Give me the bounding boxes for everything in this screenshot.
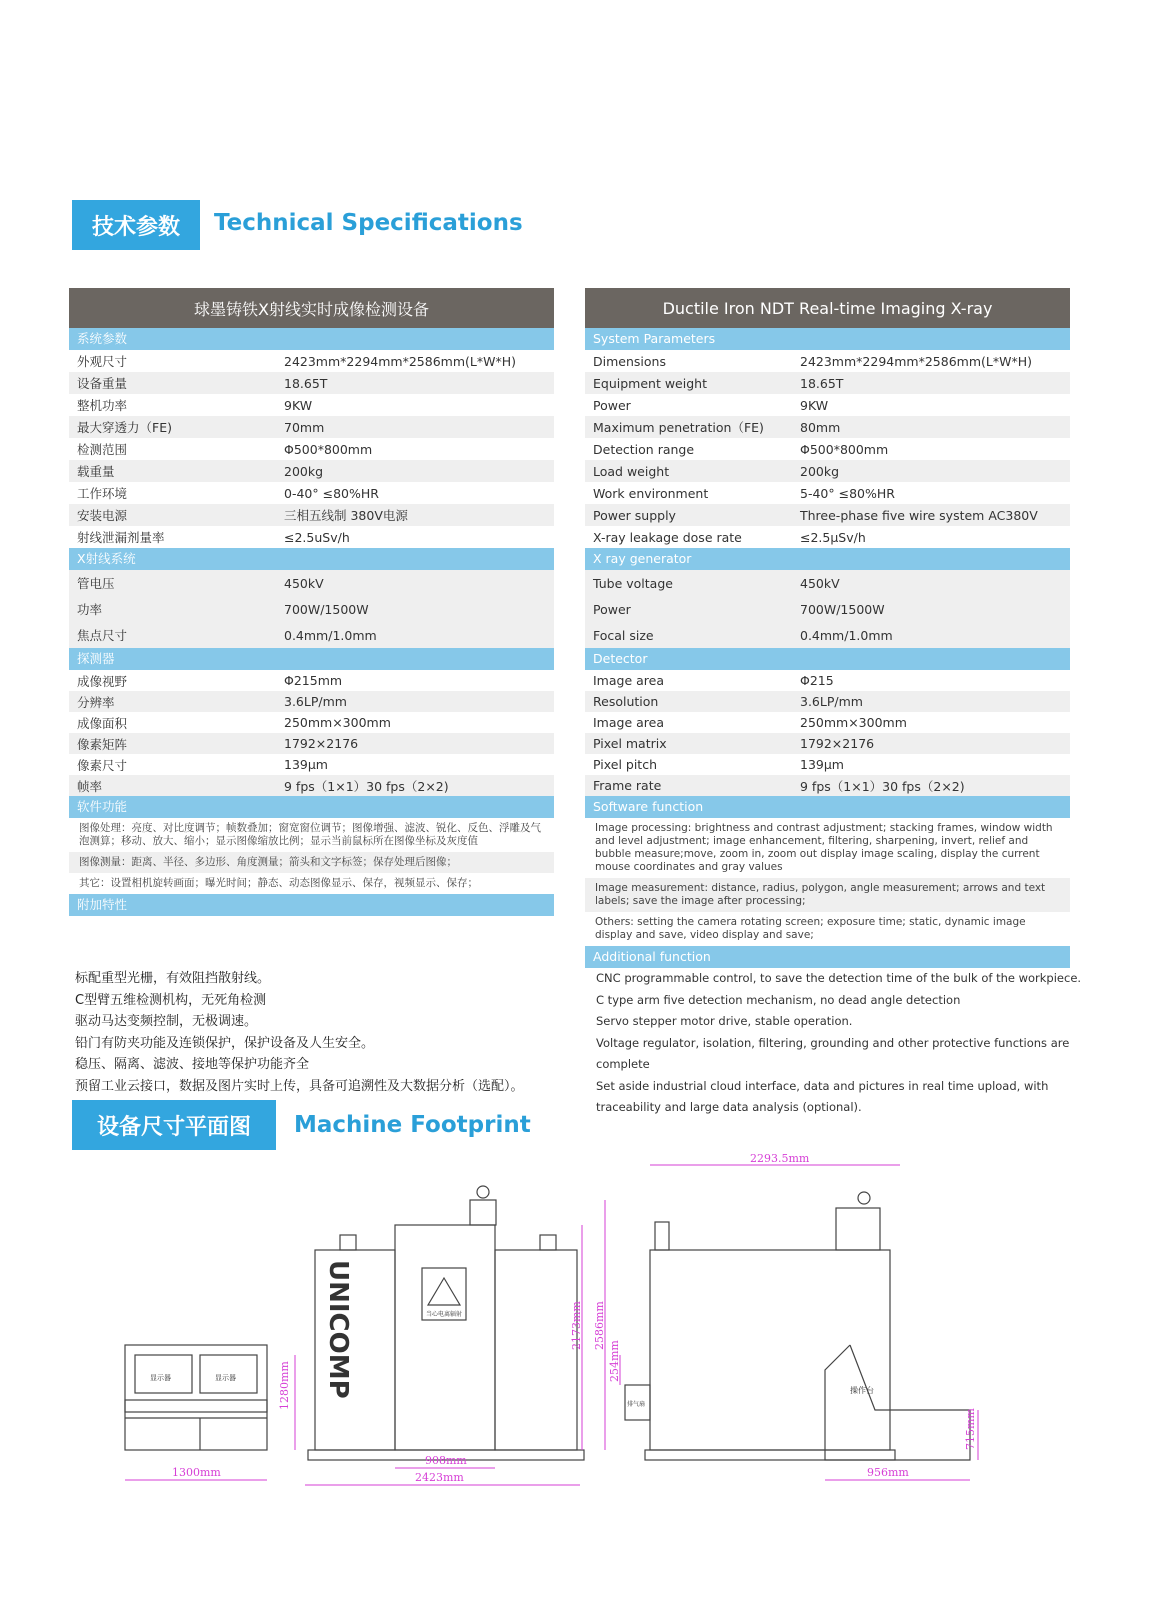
spec-row: [69, 733, 554, 754]
spec-row: [585, 622, 1070, 648]
spec-key: Equipment weight: [593, 375, 707, 391]
additional-item: 标配重型光栅，有效阻挡散射线。: [75, 971, 271, 986]
software-note: 图像处理：亮度、对比度调节；帧数叠加；窗宽窗位调节；图像增强、滤波、锐化、反色、浮雕及气泡测算；移动、放大、缩小；显示图像缩放比例；显示当前鼠标所在图像坐标及灰度值: [79, 822, 541, 847]
spec-key: Resolution: [593, 694, 659, 709]
additional-item: Servo stepper motor drive, stable operation.: [596, 1014, 853, 1028]
dim-715: 715mm: [964, 1408, 977, 1450]
spec-row: [69, 416, 554, 438]
dim-1300: 1300mm: [172, 1466, 221, 1479]
console-body: [125, 1345, 267, 1450]
spec-key: Image area: [593, 715, 664, 730]
cabinet-right: [495, 1250, 577, 1450]
spec-value: 200kg: [284, 463, 324, 479]
spec-row: [585, 754, 1070, 775]
spec-value: 0-40° ≤80%HR: [284, 485, 379, 501]
spec-key: 功率: [77, 602, 103, 617]
spec-row: [585, 691, 1070, 712]
spec-row: [69, 460, 554, 482]
dim-2293: 2293.5mm: [750, 1152, 810, 1165]
spec-value: 3.6LP/mm: [284, 694, 347, 709]
software-note: Others: setting the camera rotating screen; exposure time; static, dynamic image display and save, video display and save;: [595, 916, 1026, 941]
spec-value: 2423mm*2294mm*2586mm(L*W*H): [284, 353, 516, 369]
additional-list-en: [596, 968, 1086, 1119]
spec-row: [69, 350, 554, 372]
spec-key: 帧率: [77, 778, 103, 794]
footprint-header-cn: 设备尺寸平面图: [72, 1100, 276, 1150]
monitor-label-right: 显示器: [215, 1374, 236, 1382]
section-header-software: Software function: [585, 796, 1070, 818]
spec-table-en: [585, 288, 1070, 968]
spec-value: 2423mm*2294mm*2586mm(L*W*H): [800, 353, 1032, 369]
spec-key: Detection range: [593, 441, 695, 457]
dim-956: 956mm: [867, 1466, 909, 1479]
spec-row: [585, 596, 1070, 622]
dim-2586: 2586mm: [593, 1301, 606, 1350]
spec-key: Maximum penetration（FE): [593, 420, 764, 435]
spec-key: Frame rate: [593, 778, 662, 793]
spec-value: 3.6LP/mm: [800, 694, 863, 709]
spec-key: 设备重量: [77, 376, 128, 391]
spec-value: Φ500*800mm: [800, 441, 889, 457]
spec-key: 分辨率: [77, 694, 115, 710]
spec-row: [585, 504, 1070, 526]
spec-row: [585, 775, 1070, 796]
spec-key: 管电压: [77, 576, 115, 591]
spec-key: X-ray leakage dose rate: [593, 529, 742, 545]
spec-key: 整机功率: [77, 398, 128, 413]
dim-2173: 2173mm: [570, 1301, 583, 1350]
spec-value: 0.4mm/1.0mm: [800, 627, 893, 643]
spec-value: 18.65T: [284, 375, 328, 391]
spec-value: 三相五线制 380V电源: [284, 508, 408, 523]
spec-row: [69, 691, 554, 712]
spec-value: 700W/1500W: [800, 601, 885, 617]
operator-console-side: [825, 1345, 970, 1460]
spec-header-cn: 技术参数: [72, 200, 200, 250]
spec-row: [585, 372, 1070, 394]
additional-item: 铅门有防夹功能及连锁保护，保护设备及人生安全。: [75, 1035, 375, 1051]
spec-value: 1792×2176: [800, 736, 875, 751]
spec-value: 200kg: [800, 463, 840, 479]
spec-value: 9KW: [800, 397, 829, 413]
spec-title-en: Ductile Iron NDT Real-time Imaging X-ray: [585, 288, 1070, 328]
spec-key: Work environment: [593, 485, 709, 501]
spec-key: 像素尺寸: [77, 757, 128, 773]
section-header-additional: 附加特性: [69, 894, 554, 916]
spec-key: Image area: [593, 673, 664, 688]
spec-value: 5-40° ≤80%HR: [800, 485, 895, 501]
additional-item: CNC programmable control, to save the detection time of the bulk of the workpiece.: [596, 971, 1082, 985]
spec-key: 射线泄漏剂量率: [77, 530, 165, 545]
spec-title-cn: 球墨铸铁X射线实时成像检测设备: [69, 288, 554, 328]
spec-key: Power supply: [593, 507, 676, 523]
software-note: Image processing: brightness and contrast adjustment; stacking frames, window width and level adjustment; image enhancement, filtering, sharpening, invert, relief and bubble measure;move, zoom in, zoom out display image scaling, display the current mouse coordinates and gray values: [595, 822, 1053, 873]
additional-item: Voltage regulator, isolation, filtering, grounding and other protective functions are complete: [596, 1035, 1070, 1071]
spec-value: 18.65T: [800, 375, 844, 391]
spec-key: 安装电源: [77, 508, 128, 523]
exhaust-label: 排气扇: [627, 1401, 646, 1408]
spec-value: 0.4mm/1.0mm: [284, 627, 377, 643]
section-header-detector: Detector: [585, 648, 1070, 670]
software-note: 其它：设置相机旋转画面；曝光时间；静态、动态图像显示、保存，视频显示、保存；: [79, 877, 478, 889]
software-note: 图像测量：距离、半径、多边形、角度测量；箭头和文字标签；保存处理后图像；: [69, 852, 554, 873]
spec-row: [585, 526, 1070, 548]
spec-row: [69, 526, 554, 548]
spec-key: Power: [593, 601, 631, 617]
spec-value: 139μm: [284, 757, 328, 772]
spec-row: [69, 775, 554, 796]
additional-item: C型臂五维检测机构，无死角检测: [75, 992, 267, 1008]
brand-label: UNICOMP: [323, 1260, 353, 1399]
spec-row: [69, 504, 554, 526]
spec-value: 700W/1500W: [284, 601, 369, 617]
spec-value: 1792×2176: [284, 736, 359, 751]
spec-value: 9KW: [284, 397, 313, 413]
spec-row: [69, 372, 554, 394]
spec-row: [69, 394, 554, 416]
spec-key: 成像视野: [77, 673, 128, 689]
section-header-xray: X ray generator: [585, 548, 1070, 570]
spec-key: Pixel matrix: [593, 736, 667, 751]
cabinet-side: [650, 1250, 890, 1450]
spec-value: Φ215: [800, 673, 834, 688]
dim-1280: 1280mm: [278, 1361, 291, 1410]
spec-row: [585, 438, 1070, 460]
spec-row: [585, 670, 1070, 691]
spec-key: 外观尺寸: [77, 354, 128, 369]
spec-value: 450kV: [284, 575, 324, 591]
spec-row: [69, 482, 554, 504]
section-header-xray: X射线系统: [69, 548, 554, 570]
section-header-additional: Additional function: [585, 946, 1070, 968]
spec-value: 450kV: [800, 575, 840, 591]
additional-item: C type arm five detection mechanism, no dead angle detection: [596, 992, 961, 1007]
spec-table-cn: [69, 288, 554, 916]
footprint-header-en: Machine Footprint: [294, 1112, 531, 1138]
warning-label: 当心电离辐射: [426, 1311, 463, 1318]
dim-908: 908mm: [425, 1454, 467, 1467]
additional-item: 预留工业云接口，数据及图片实时上传，具备可追溯性及大数据分析（选配）。: [75, 1078, 524, 1094]
spec-row: [69, 712, 554, 733]
spec-value: 250mm×300mm: [800, 715, 907, 730]
spec-key: 载重量: [77, 464, 115, 479]
section-header-system: System Parameters: [585, 328, 1070, 350]
spec-key: 最大穿透力（FE): [77, 420, 172, 435]
monitor-label-left: 显示器: [150, 1374, 171, 1382]
spec-row: [69, 438, 554, 460]
spec-row: [69, 754, 554, 775]
spec-value: 9 fps（1×1）30 fps（2×2): [800, 778, 965, 794]
spec-key: Focal size: [593, 627, 654, 643]
spec-key: 焦点尺寸: [77, 628, 128, 643]
section-header-software: 软件功能: [69, 796, 554, 818]
spec-key: Pixel pitch: [593, 757, 657, 772]
spec-row: [585, 482, 1070, 504]
spec-row: [69, 596, 554, 622]
section-header-system: 系统参数: [69, 328, 554, 350]
spec-value: Φ215mm: [284, 673, 343, 688]
spec-key: 成像面积: [77, 715, 128, 731]
spec-value: 9 fps（1×1）30 fps（2×2): [284, 778, 449, 794]
spec-key: Load weight: [593, 463, 670, 479]
spec-value: 139μm: [800, 757, 844, 772]
spec-key: Power: [593, 397, 631, 413]
spec-row: [585, 350, 1070, 372]
spec-row: [69, 570, 554, 596]
spec-value: 70mm: [284, 419, 325, 435]
additional-item: 稳压、隔离、滤波、接地等保护功能齐全: [75, 1057, 310, 1072]
cabinet-door: [395, 1225, 495, 1450]
spec-row: [585, 460, 1070, 482]
spec-row: [585, 570, 1070, 596]
software-note: Image measurement: distance, radius, polygon, angle measurement; arrows and text labels; save the image after processing;: [585, 878, 1070, 912]
section-header-detector: 探测器: [69, 648, 554, 670]
spec-row: [585, 733, 1070, 754]
spec-key: 像素矩阵: [77, 736, 128, 752]
spec-key: 工作环境: [77, 486, 128, 501]
additional-item: Set aside industrial cloud interface, data and pictures in real time upload, with traceability and large data analysis (optional).: [596, 1078, 1049, 1114]
dim-254: 254mm: [608, 1340, 621, 1382]
spec-value: 80mm: [800, 419, 841, 435]
spec-row: [585, 394, 1070, 416]
spec-key: 检测范围: [77, 442, 128, 457]
console-label: 操作台: [850, 1386, 874, 1395]
spec-value: ≤2.5uSv/h: [284, 529, 350, 545]
spec-key: Dimensions: [593, 353, 666, 369]
spec-header-en: Technical Specifications: [214, 210, 523, 236]
additional-list-cn: [75, 968, 545, 1097]
spec-value: 250mm×300mm: [284, 715, 391, 730]
spec-value: Φ500*800mm: [284, 441, 373, 457]
spec-row: [69, 670, 554, 691]
machine-footprint-drawing: [110, 1152, 1010, 1530]
spec-row: [585, 416, 1070, 438]
spec-row: [585, 712, 1070, 733]
spec-value: ≤2.5μSv/h: [800, 529, 866, 545]
spec-row: [69, 622, 554, 648]
spec-key: Tube voltage: [593, 575, 673, 591]
spec-value: Three-phase five wire system AC380V: [800, 507, 1038, 523]
additional-item: 驱动马达变频控制，无极调速。: [75, 1014, 258, 1029]
dim-2423: 2423mm: [415, 1471, 464, 1484]
